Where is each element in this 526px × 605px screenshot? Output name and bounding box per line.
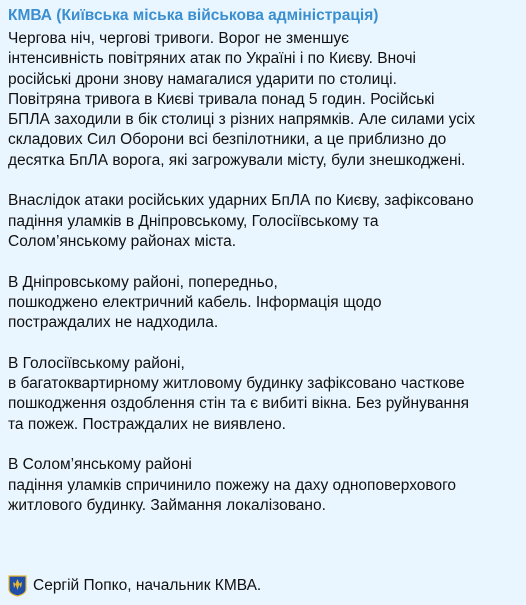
signature-line [8,575,261,597]
signature-text: Сергій Попко, начальник КМВА. [33,577,262,594]
channel-title-link[interactable]: КМВА (Київська міська військова адміністрація) [8,7,379,24]
kyiv-emblem-icon [8,575,27,597]
message-text: Чергова ніч, чергові тривоги. Ворог не зменшує інтенсивність повітряних атак по Україні і по Києву. Вночі російські дрони знову намагалися ударити по столиці. Повітряна тривога в Києві тривала понад 5 годин. Російські БПЛА заходили в бік столиці з різних напрямків. Але силами усіх складових Сил Оборони всі безпілотники, а це приблизно до десятка БпЛА ворога, які загрожували місту, були знешкоджені. Внаслідок атаки російських ударних БпЛА по Києву, зафіксовано падіння уламків в Дніпровському, Голосіївському та Солом’янському районах міста. В Дніпровському районі, попередньо, пошкоджено електричний кабель. Інформація щодо постраждалих не надходила. В Голосіївському районі, в багатоквартирному житловому будинку зафіксовано часткове пошкодження оздоблення стін та є вибиті вікна. Без руйнування та пожеж. Постраждалих не виявлено. В Солом’янському районі падіння уламків спричинило пожежу на даху одноповерхового житлового будинку. Займання локалізовано. [8,30,476,514]
